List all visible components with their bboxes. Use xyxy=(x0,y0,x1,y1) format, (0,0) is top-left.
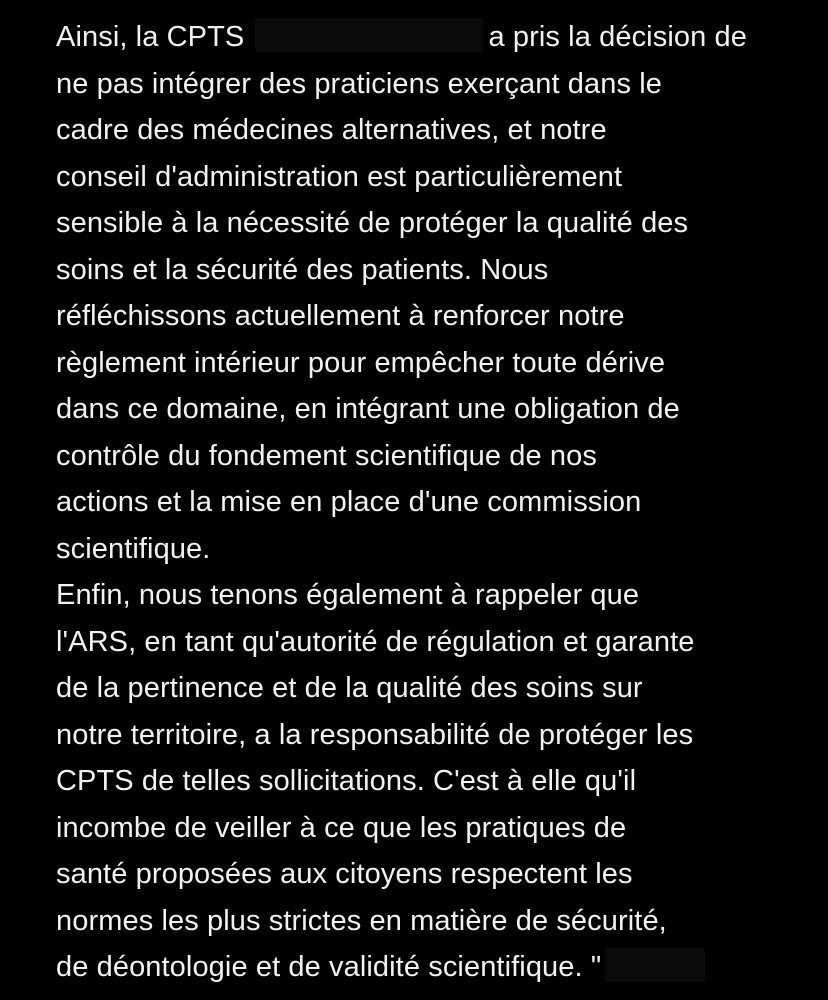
text-line: santé proposées aux citoyens respectent les xyxy=(56,858,633,890)
text-line: Enfin, nous tenons également à rappeler que xyxy=(56,579,640,611)
text-line: ne pas intégrer des praticiens exerçant dans le xyxy=(56,67,662,100)
text-line: conseil d'administration est particulièrement xyxy=(56,160,623,193)
text-line: contrôle du fondement scientifique de nos xyxy=(56,439,597,472)
text-line: actions et la mise en place d'une commission xyxy=(56,486,642,518)
redaction-block xyxy=(605,948,705,982)
text-segment: Ainsi, la CPTS xyxy=(56,21,245,53)
text-segment: de déontologie et de validité scientifique. " xyxy=(56,951,602,983)
text-line xyxy=(56,944,816,991)
note-text xyxy=(56,14,816,991)
text-line: normes les plus strictes en matière de sécurité, xyxy=(56,904,667,937)
text-line: de la pertinence et de la qualité des soins sur xyxy=(56,672,643,704)
text-line: CPTS de telles sollicitations. C'est à elle qu'il xyxy=(56,765,637,797)
text-line: réfléchissons actuellement à renforcer notre xyxy=(56,300,625,332)
text-line xyxy=(56,14,816,61)
text-segment: a pris la décision de xyxy=(488,21,747,53)
text-line: règlement intérieur pour empêcher toute dérive xyxy=(56,346,666,379)
text-line: l'ARS, en tant qu'autorité de régulation et garante xyxy=(56,625,695,658)
text-line: sensible à la nécessité de protéger la qualité des xyxy=(56,207,689,239)
text-line: soins et la sécurité des patients. Nous xyxy=(56,253,549,286)
text-line: dans ce domaine, en intégrant une obligation de xyxy=(56,393,680,425)
text-line: scientifique. xyxy=(56,532,211,565)
redaction-block xyxy=(255,18,483,52)
text-line: cadre des médecines alternatives, et notre xyxy=(56,114,607,146)
text-line: notre territoire, a la responsabilité de protéger les xyxy=(56,718,694,751)
text-line: incombe de veiller à ce que les pratiques de xyxy=(56,811,627,844)
